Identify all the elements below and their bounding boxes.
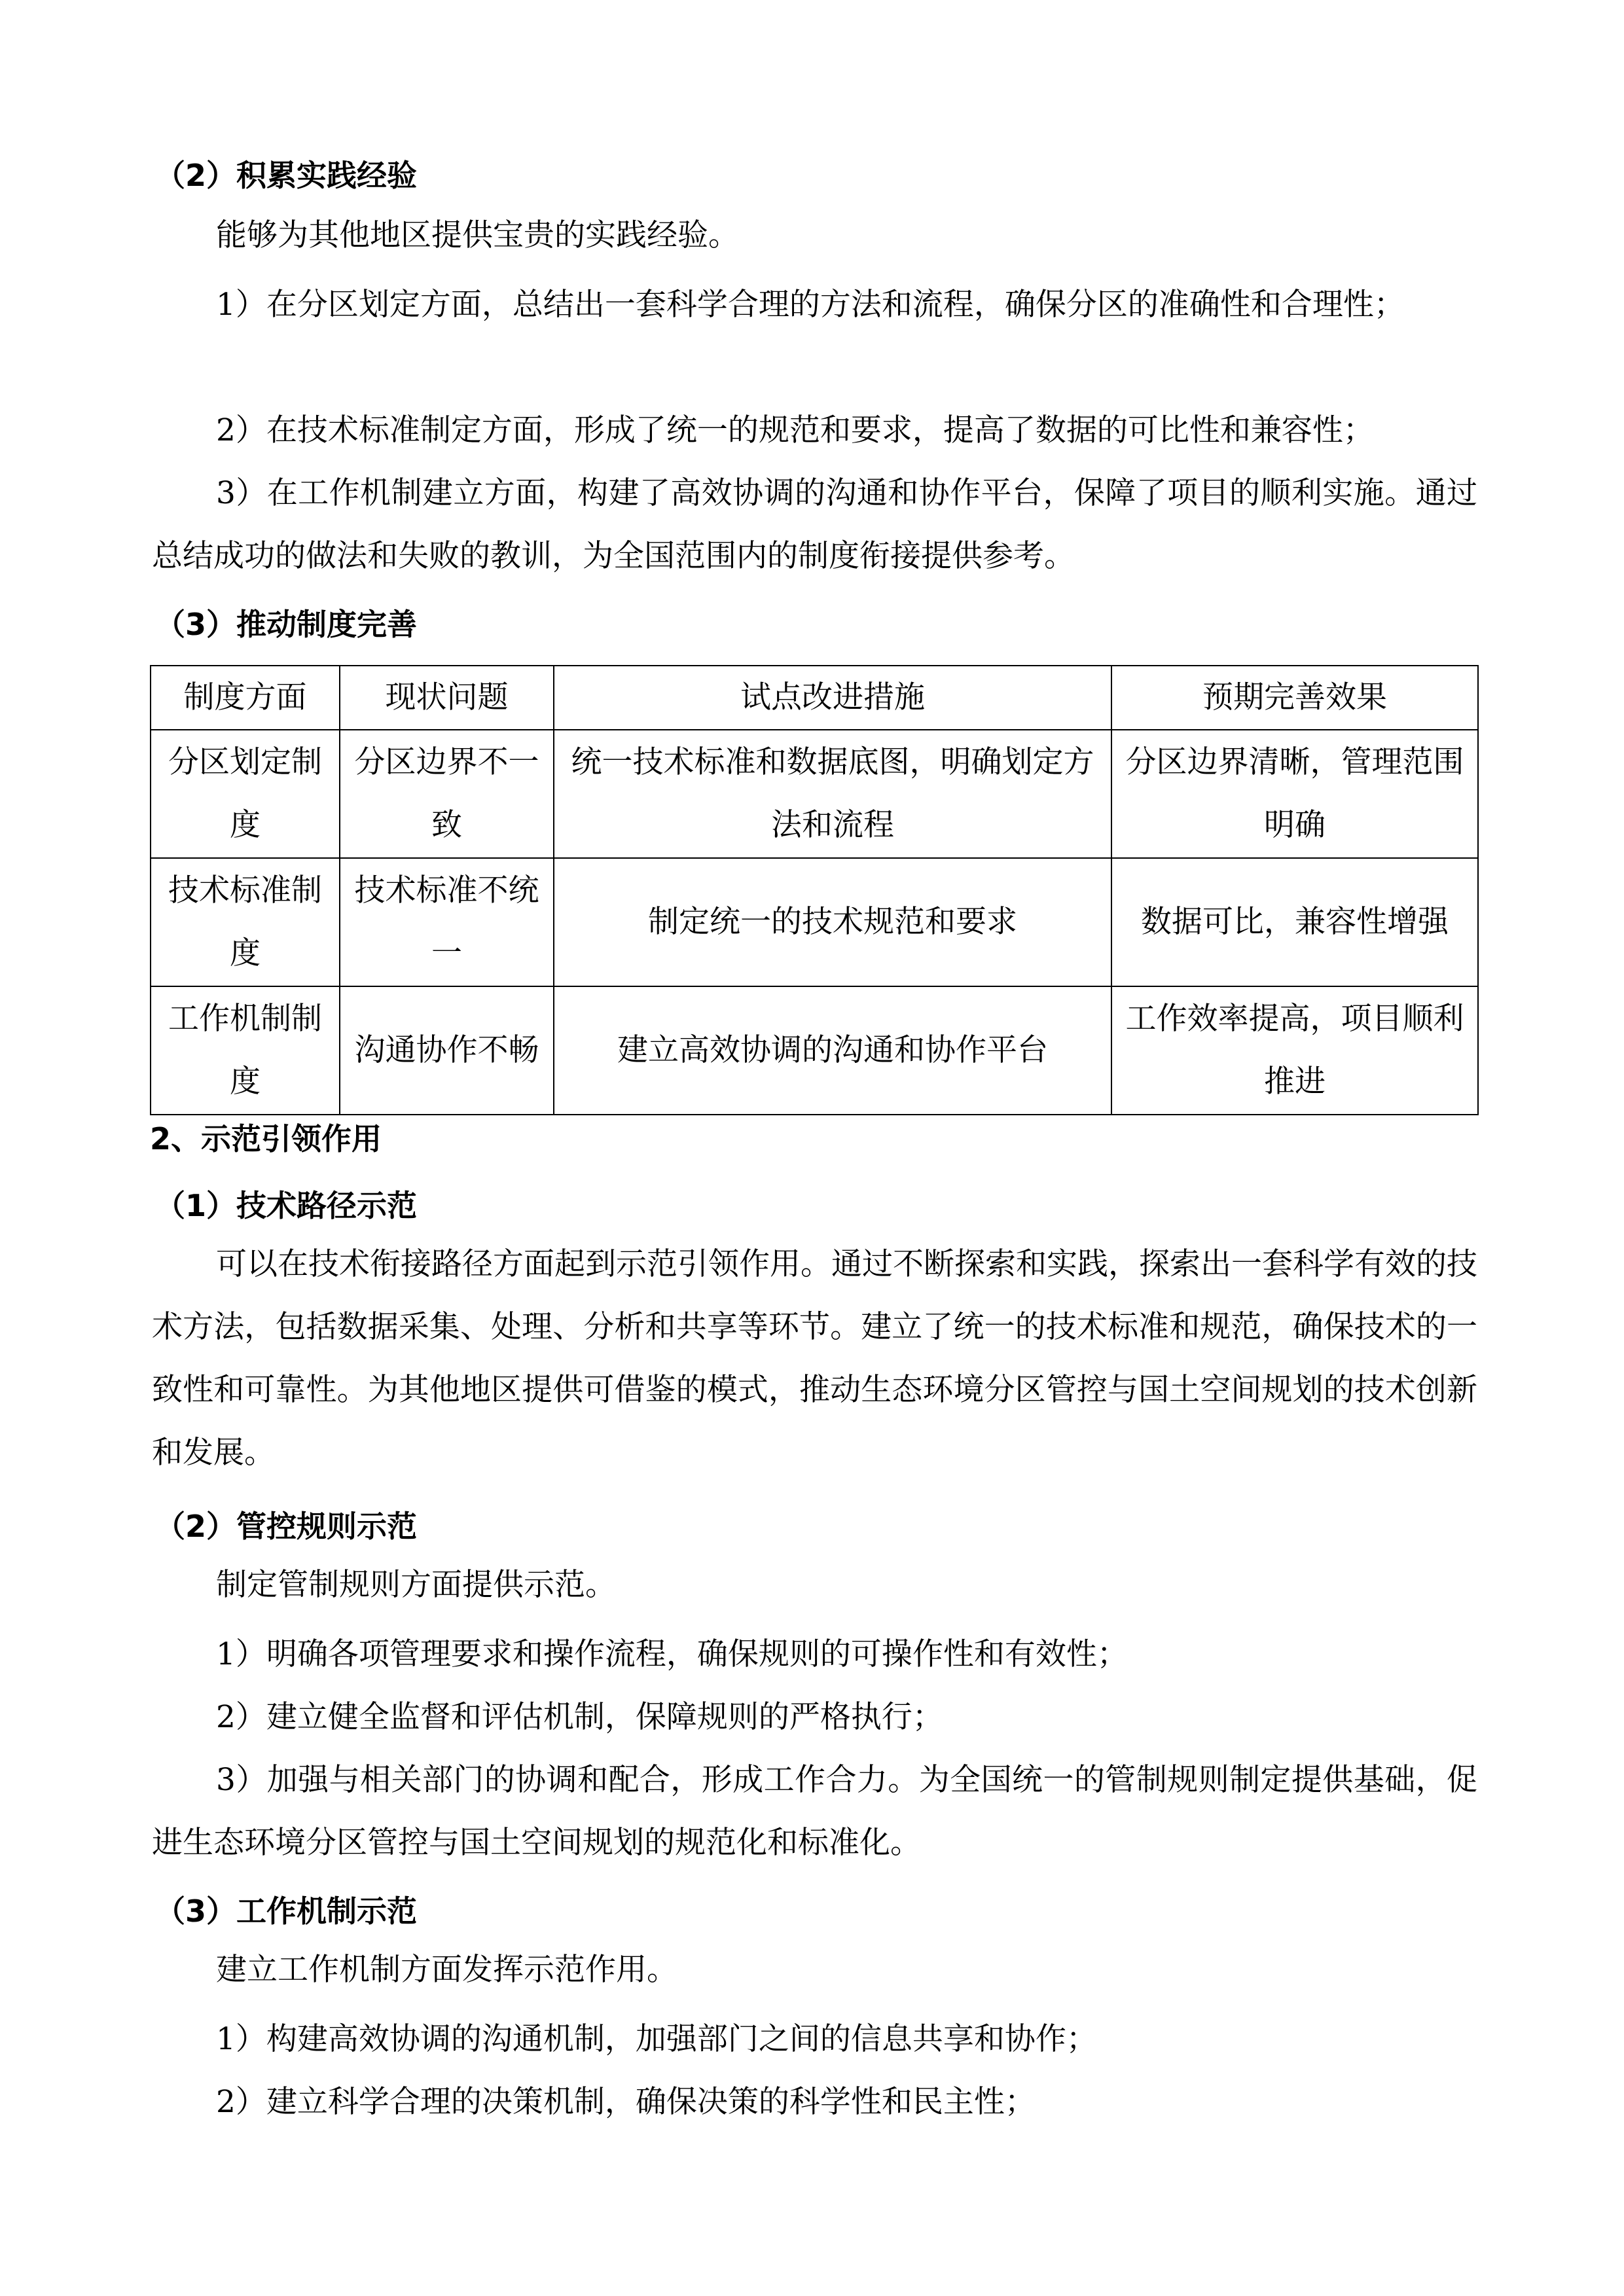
table-cell: 分区边界不一致 xyxy=(340,730,554,858)
section-heading-control-rules: （2）管控规则示范 xyxy=(155,1509,418,1544)
list-item-communication: 1）构建高效协调的沟通机制，加强部门之间的信息共享和协作； xyxy=(216,2021,1097,2057)
table-cell: 技术标准制度 xyxy=(151,858,340,986)
list-item-mechanism: 3）在工作机制建立方面，构建了高效协调的沟通和协作平台，保障了项目的顺利实施。通过总结成功的做法和失败的教训，为全国范围内的制度衔接提供参考。 xyxy=(152,475,1477,574)
table-cell: 技术标准不统一 xyxy=(340,858,554,986)
table-cell: 工作效率提高，项目顺利推进 xyxy=(1111,986,1478,1115)
table-header-cell: 预期完善效果 xyxy=(1111,666,1478,730)
paragraph-technical-path: 可以在技术衔接路径方面起到示范引领作用。通过不断探索和实践，探索出一套科学有效的技术方法，包括数据采集、处理、分析和共享等环节。建立了统一的技术标准和规范，确保技术的一致性和可靠性。为其他地区提供可借鉴的模式，推动生态环境分区管控与国土空间规划的技术创新和发展。 xyxy=(152,1246,1477,1471)
list-item-zoning: 1）在分区划定方面，总结出一套科学合理的方法和流程，确保分区的准确性和合理性； xyxy=(216,287,1405,323)
table-header-cell: 制度方面 xyxy=(151,666,340,730)
table-cell: 工作机制制度 xyxy=(151,986,340,1115)
list-item-coordination: 3）加强与相关部门的协调和配合，形成工作合力。为全国统一的管制规则制定提供基础，促进生态环境分区管控与国土空间规划的规范化和标准化。 xyxy=(152,1762,1477,1861)
paragraph-intro-experience: 能够为其他地区提供宝贵的实践经验。 xyxy=(216,217,739,253)
table-cell: 沟通协作不畅 xyxy=(340,986,554,1115)
list-item-standards: 2）在技术标准制定方面，形成了统一的规范和要求，提高了数据的可比性和兼容性； xyxy=(216,412,1374,448)
paragraph-intro-control-rules: 制定管制规则方面提供示范。 xyxy=(216,1567,616,1603)
section-heading-accumulate-experience: （2）积累实践经验 xyxy=(155,158,418,193)
list-item-management-requirements: 1）明确各项管理要求和操作流程，确保规则的可操作性和有效性； xyxy=(216,1636,1128,1672)
paragraph-intro-work-mechanism: 建立工作机制方面发挥示范作用。 xyxy=(216,1952,677,1988)
table-cell: 分区划定制度 xyxy=(151,730,340,858)
table-cell: 统一技术标准和数据底图，明确划定方法和流程 xyxy=(554,730,1111,858)
section-heading-improve-system: （3）推动制度完善 xyxy=(155,607,418,642)
table-row xyxy=(151,858,1478,986)
table-cell: 建立高效协调的沟通和协作平台 xyxy=(554,986,1111,1115)
table-row xyxy=(151,730,1478,858)
system-improvement-table xyxy=(150,665,1479,1115)
table-cell: 制定统一的技术规范和要求 xyxy=(554,858,1111,986)
list-item-decision: 2）建立科学合理的决策机制，确保决策的科学性和民主性； xyxy=(216,2084,1036,2120)
table-header-cell: 试点改进措施 xyxy=(554,666,1111,730)
table-header-cell: 现状问题 xyxy=(340,666,554,730)
table-header-row xyxy=(151,666,1478,730)
section-heading-technical-path: （1）技术路径示范 xyxy=(155,1188,418,1223)
table-cell: 数据可比，兼容性增强 xyxy=(1111,858,1478,986)
section-heading-work-mechanism: （3）工作机制示范 xyxy=(155,1893,418,1929)
table-cell: 分区边界清晰，管理范围明确 xyxy=(1111,730,1478,858)
heading-demonstration-role: 2、示范引领作用 xyxy=(150,1121,382,1157)
table-row xyxy=(151,986,1478,1115)
list-item-supervision: 2）建立健全监督和评估机制，保障规则的严格执行； xyxy=(216,1699,943,1735)
